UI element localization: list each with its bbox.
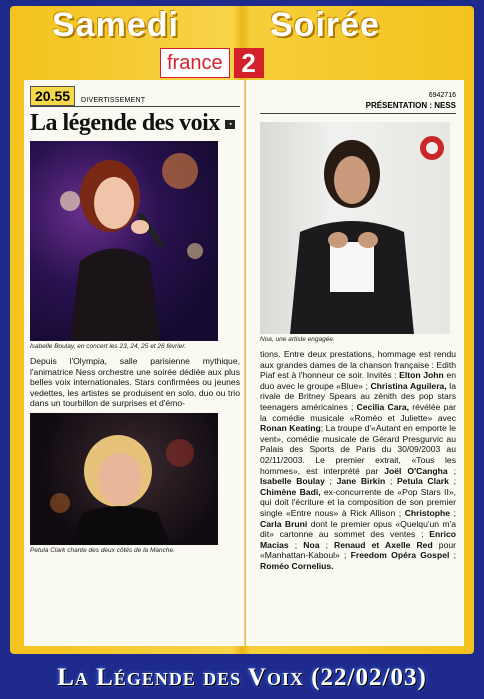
caption-photo2: Petula Clark chante des deux côtés de la Manche.: [30, 546, 175, 554]
program-title: [30, 111, 240, 135]
guest-name: Renaud et Axelle Red: [334, 539, 433, 550]
channel-number: 2: [234, 48, 264, 78]
singer-illustration-2: [30, 413, 218, 545]
photo-isabelle-boulay: [30, 141, 218, 341]
header-day: Samedi: [52, 6, 179, 44]
guest-name: Petula Clark: [396, 476, 449, 487]
guest-name: Isabelle Boulay: [260, 476, 325, 487]
footer-title: La Légende des Voix (22/02/03): [57, 663, 427, 691]
guest-name: Enrico Macias: [260, 529, 457, 550]
guest-name: Joël O'Cangha: [384, 465, 448, 476]
footer-bar: [0, 656, 484, 699]
guest-name: Freedom Opéra Gospel: [350, 550, 450, 561]
left-page: [24, 80, 245, 646]
guest-name: Christina Aguilera,: [370, 380, 447, 391]
text-segment: ex-concurrente de «Pop Stars II», qui doit l'écriture et la composition de son premier single «Entre nous» à Rick Allison ;: [260, 486, 456, 518]
rating-icon: ▪: [225, 120, 235, 129]
channel-name: france: [160, 48, 230, 78]
text-segment: en duo avec le groupe «Blue» ;: [260, 370, 456, 391]
header-time-of-day: Soirée: [270, 6, 380, 44]
photo-petula-clark: [30, 413, 218, 545]
guest-name: Elton John: [399, 370, 444, 381]
program-genre: DIVERTISSEMENT: [81, 97, 146, 104]
guest-name: Roméo Cornelius.: [260, 560, 334, 571]
right-body-text: tions. Entre deux prestations, hommage est rendu aux grandes dames de la chanson française : Edith Piaf est à l'honneur ce soir. Invités : Elton John en duo avec le groupe «Blue» ; Christina Aguilera, la rivale de Britney Spears au zénith des pop stars teenagers américaines ; Cecilia Cara, révélée par la comédie musicale «Roméo et Juliette» avec Ronan Keating; La troupe d'«Autant en emporte le vent», comédie musicale de Gérard Presgurvic au Palais des Sports de Paris du 30/09/2003 au 02/11/2003. Le premier extrait, «Tous les hommes», est interprété par Joël O'Cangha ; Isabelle Boulay ; Jane Birkin ; Petula Clark ; Chimène Badi, ex-concurrente de «Pop Stars II», qui doit l'écriture et la composition de son premier single «Entre nous» à Rick Allison ; Christophe ; Carla Bruni dont le premier opus «Quelqu'un m'a dit» cartonne au sommet des ventes ; Enrico Macias ; Noa ; Renaud et Axelle Red pour «Manhattan-Kaboul» ; Freedom Opéra Gospel ; Roméo Cornelius.: [260, 349, 457, 571]
program-code: 6942716: [428, 92, 456, 99]
text-segment: tions. Entre deux prestations, hommage est rendu aux grandes dames de la chanson française : Edith Piaf est à l'honneur ce soir. Invités :: [260, 349, 456, 381]
program-header: [30, 84, 240, 107]
caption-photo3: Noa, une artiste engagée.: [260, 336, 335, 343]
guest-name: Chimène Badi,: [260, 486, 321, 497]
left-body-text: Depuis l'Olympia, salle parisienne mythique, l'animatrice Ness orchestre une soirée dédiée aux plus belles voix internationales. Stars confirmées ou jeunes vedettes, les artistes se produisent en solo, duo ou trio dans un tourbillon de surprises et d'émo-: [30, 356, 240, 409]
guest-name: Noa: [303, 539, 320, 550]
guest-name: Ronan Keating: [260, 423, 321, 434]
channel-logo: [160, 48, 264, 78]
right-page: [246, 80, 464, 646]
text-segment: ; La troupe d'«Autant en emporte le vent», comédie musicale de Gérard Presgurvic au Palais des Sports de Paris du 30/09/2003 au 02/11/2003. Le premier extrait, «Tous les hommes», est interprété par: [260, 423, 456, 476]
program-presenter: PRÉSENTATION : NESS: [260, 101, 456, 114]
text-segment: pour «Manhattan-Kaboul» ;: [260, 539, 456, 561]
singer-illustration: [30, 141, 218, 341]
guest-name: Christophe: [404, 507, 451, 518]
guest-name: Cecilia Cara,: [356, 401, 409, 412]
caption-photo1: Isabelle Boulay, en concert les 23, 24, 25 et 26 février.: [30, 343, 187, 350]
text-segment: révélée par la comédie musicale «Roméo et Juliette» avec: [260, 401, 457, 423]
photo-noa: [260, 122, 450, 334]
program-time: 20.55: [30, 86, 75, 106]
text-segment: la rivale de Britney Spears au zénith des pop stars teenagers américaines ;: [260, 380, 456, 412]
text-segment: dont le premier opus «Quelqu'un m'a dit» cartonne au sommet des ventes ;: [260, 518, 456, 540]
program-title-text: La légende des voix: [30, 110, 220, 136]
singer-illustration-3: [260, 122, 450, 334]
guest-name: Jane Birkin: [336, 476, 386, 487]
guest-name: Carla Bruni: [260, 518, 308, 529]
